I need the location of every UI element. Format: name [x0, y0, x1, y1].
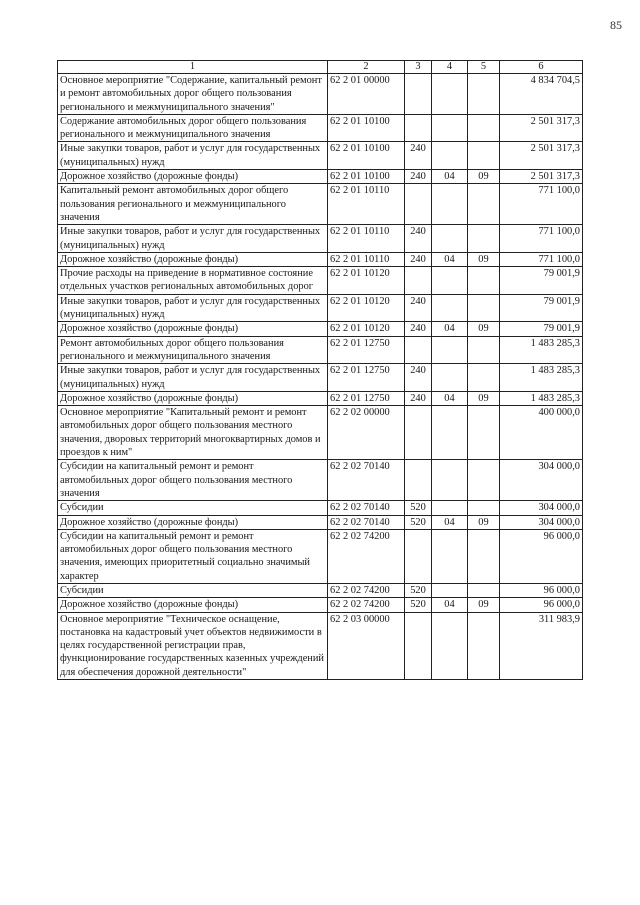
row-name-cell: Капитальный ремонт автомобильных дорог общего пользования регионального и межмуниципального значения — [58, 184, 328, 225]
table-row — [58, 294, 583, 322]
row-name-cell: Основное мероприятие "Содержание, капитальный ремонт и ремонт автомобильных дорог общего пользования регионального и межмуниципального значения" — [58, 74, 328, 115]
row-section-cell — [432, 529, 468, 583]
row-amount-cell: 771 100,0 — [500, 252, 583, 266]
table-row — [58, 583, 583, 597]
row-expense-type-cell: 240 — [405, 294, 432, 322]
row-section-cell: 04 — [432, 252, 468, 266]
row-amount-cell: 304 000,0 — [500, 460, 583, 501]
row-code-cell: 62 2 01 10100 — [328, 114, 405, 142]
row-code-cell: 62 2 01 10120 — [328, 267, 405, 295]
row-subsection-cell: 09 — [468, 598, 500, 612]
table-row — [58, 170, 583, 184]
row-code-cell: 62 2 01 10100 — [328, 142, 405, 170]
row-name-cell: Иные закупки товаров, работ и услуг для государственных (муниципальных) нужд — [58, 225, 328, 253]
table-row — [58, 74, 583, 115]
row-subsection-cell — [468, 460, 500, 501]
row-subsection-cell: 09 — [468, 322, 500, 336]
row-name-cell: Субсидии — [58, 583, 328, 597]
row-subsection-cell — [468, 364, 500, 392]
row-section-cell — [432, 225, 468, 253]
row-subsection-cell — [468, 225, 500, 253]
row-expense-type-cell: 520 — [405, 515, 432, 529]
row-name-cell: Дорожное хозяйство (дорожные фонды) — [58, 170, 328, 184]
row-amount-cell: 2 501 317,3 — [500, 170, 583, 184]
row-section-cell — [432, 142, 468, 170]
table-row — [58, 406, 583, 460]
row-code-cell: 62 2 02 70140 — [328, 460, 405, 501]
row-section-cell: 04 — [432, 391, 468, 405]
row-code-cell: 62 2 01 12750 — [328, 364, 405, 392]
row-section-cell — [432, 460, 468, 501]
row-section-cell — [432, 267, 468, 295]
row-subsection-cell — [468, 336, 500, 364]
row-amount-cell: 2 501 317,3 — [500, 114, 583, 142]
row-amount-cell: 1 483 285,3 — [500, 336, 583, 364]
row-name-cell: Иные закупки товаров, работ и услуг для государственных (муниципальных) нужд — [58, 364, 328, 392]
row-code-cell: 62 2 01 12750 — [328, 336, 405, 364]
row-code-cell: 62 2 01 10110 — [328, 225, 405, 253]
row-expense-type-cell — [405, 336, 432, 364]
row-amount-cell: 2 501 317,3 — [500, 142, 583, 170]
row-expense-type-cell: 240 — [405, 142, 432, 170]
table-body — [58, 74, 583, 680]
row-expense-type-cell: 520 — [405, 583, 432, 597]
row-code-cell: 62 2 01 10110 — [328, 252, 405, 266]
table-row — [58, 336, 583, 364]
row-amount-cell: 96 000,0 — [500, 598, 583, 612]
row-subsection-cell — [468, 142, 500, 170]
header-col-2: 2 — [328, 61, 405, 74]
row-expense-type-cell — [405, 267, 432, 295]
row-expense-type-cell: 240 — [405, 170, 432, 184]
header-col-1: 1 — [58, 61, 328, 74]
row-expense-type-cell: 240 — [405, 391, 432, 405]
row-code-cell: 62 2 01 10120 — [328, 294, 405, 322]
row-subsection-cell — [468, 74, 500, 115]
table-row — [58, 252, 583, 266]
row-subsection-cell — [468, 583, 500, 597]
table-row — [58, 460, 583, 501]
row-subsection-cell: 09 — [468, 252, 500, 266]
header-row — [58, 61, 583, 74]
table-row — [58, 501, 583, 515]
row-code-cell: 62 2 01 12750 — [328, 391, 405, 405]
row-section-cell: 04 — [432, 170, 468, 184]
row-section-cell — [432, 406, 468, 460]
row-amount-cell: 771 100,0 — [500, 184, 583, 225]
row-name-cell: Основное мероприятие "Техническое оснащение, постановка на кадастровый учет объектов недвижимости в целях государственной регистрации прав, функционирование государственных казенных учреждений для обеспечения дорожной деятельности" — [58, 612, 328, 679]
row-subsection-cell: 09 — [468, 391, 500, 405]
row-expense-type-cell — [405, 406, 432, 460]
row-amount-cell: 79 001,9 — [500, 322, 583, 336]
row-amount-cell: 1 483 285,3 — [500, 391, 583, 405]
row-expense-type-cell: 240 — [405, 364, 432, 392]
row-amount-cell: 311 983,9 — [500, 612, 583, 679]
row-name-cell: Иные закупки товаров, работ и услуг для государственных (муниципальных) нужд — [58, 142, 328, 170]
row-section-cell: 04 — [432, 598, 468, 612]
row-amount-cell: 304 000,0 — [500, 515, 583, 529]
row-section-cell: 04 — [432, 322, 468, 336]
row-name-cell: Субсидии на капитальный ремонт и ремонт автомобильных дорог общего пользования местного значения — [58, 460, 328, 501]
row-section-cell: 04 — [432, 515, 468, 529]
header-col-5: 5 — [468, 61, 500, 74]
row-expense-type-cell — [405, 612, 432, 679]
row-code-cell: 62 2 02 74200 — [328, 583, 405, 597]
row-subsection-cell — [468, 184, 500, 225]
row-code-cell: 62 2 01 10120 — [328, 322, 405, 336]
row-expense-type-cell: 240 — [405, 252, 432, 266]
row-amount-cell: 400 000,0 — [500, 406, 583, 460]
row-amount-cell: 304 000,0 — [500, 501, 583, 515]
table-row — [58, 391, 583, 405]
row-subsection-cell: 09 — [468, 515, 500, 529]
row-subsection-cell — [468, 406, 500, 460]
row-amount-cell: 1 483 285,3 — [500, 364, 583, 392]
row-code-cell: 62 2 02 70140 — [328, 515, 405, 529]
table-row — [58, 515, 583, 529]
row-expense-type-cell — [405, 114, 432, 142]
row-section-cell — [432, 501, 468, 515]
table-header — [58, 61, 583, 74]
row-expense-type-cell — [405, 74, 432, 115]
header-col-6: 6 — [500, 61, 583, 74]
table-row — [58, 364, 583, 392]
row-section-cell — [432, 294, 468, 322]
row-expense-type-cell: 240 — [405, 322, 432, 336]
row-name-cell: Дорожное хозяйство (дорожные фонды) — [58, 515, 328, 529]
row-code-cell: 62 2 01 10110 — [328, 184, 405, 225]
row-name-cell: Ремонт автомобильных дорог общего пользования регионального и межмуниципального значения — [58, 336, 328, 364]
row-expense-type-cell — [405, 460, 432, 501]
row-name-cell: Субсидии — [58, 501, 328, 515]
table-row — [58, 529, 583, 583]
row-code-cell: 62 2 01 10100 — [328, 170, 405, 184]
budget-table — [57, 60, 583, 680]
row-section-cell — [432, 74, 468, 115]
row-subsection-cell — [468, 612, 500, 679]
row-amount-cell: 79 001,9 — [500, 294, 583, 322]
row-section-cell — [432, 184, 468, 225]
row-name-cell: Дорожное хозяйство (дорожные фонды) — [58, 598, 328, 612]
table-row — [58, 322, 583, 336]
row-amount-cell: 771 100,0 — [500, 225, 583, 253]
row-amount-cell: 79 001,9 — [500, 267, 583, 295]
row-expense-type-cell — [405, 529, 432, 583]
row-section-cell — [432, 336, 468, 364]
row-name-cell: Субсидии на капитальный ремонт и ремонт автомобильных дорог общего пользования местного значения, имеющих приоритетный социально значимый характер — [58, 529, 328, 583]
table-row — [58, 267, 583, 295]
row-code-cell: 62 2 01 00000 — [328, 74, 405, 115]
row-subsection-cell — [468, 114, 500, 142]
row-name-cell: Дорожное хозяйство (дорожные фонды) — [58, 252, 328, 266]
table-row — [58, 142, 583, 170]
row-amount-cell: 96 000,0 — [500, 529, 583, 583]
row-code-cell: 62 2 02 00000 — [328, 406, 405, 460]
row-expense-type-cell: 520 — [405, 501, 432, 515]
table-row — [58, 184, 583, 225]
row-name-cell: Дорожное хозяйство (дорожные фонды) — [58, 391, 328, 405]
table-row — [58, 598, 583, 612]
row-section-cell — [432, 612, 468, 679]
row-amount-cell: 4 834 704,5 — [500, 74, 583, 115]
row-name-cell: Иные закупки товаров, работ и услуг для государственных (муниципальных) нужд — [58, 294, 328, 322]
row-section-cell — [432, 583, 468, 597]
header-col-3: 3 — [405, 61, 432, 74]
row-subsection-cell — [468, 501, 500, 515]
header-col-4: 4 — [432, 61, 468, 74]
row-name-cell: Прочие расходы на приведение в нормативное состояние отдельных участков региональных автомобильных дорог — [58, 267, 328, 295]
table-row — [58, 612, 583, 679]
row-section-cell — [432, 114, 468, 142]
row-code-cell: 62 2 02 74200 — [328, 598, 405, 612]
row-amount-cell: 96 000,0 — [500, 583, 583, 597]
row-subsection-cell — [468, 267, 500, 295]
row-subsection-cell — [468, 294, 500, 322]
row-subsection-cell — [468, 529, 500, 583]
row-code-cell: 62 2 02 74200 — [328, 529, 405, 583]
table-row — [58, 114, 583, 142]
row-expense-type-cell — [405, 184, 432, 225]
row-section-cell — [432, 364, 468, 392]
row-expense-type-cell: 240 — [405, 225, 432, 253]
row-code-cell: 62 2 03 00000 — [328, 612, 405, 679]
page-number: 85 — [610, 18, 622, 32]
table-row — [58, 225, 583, 253]
row-name-cell: Содержание автомобильных дорог общего пользования регионального и межмуниципального значения — [58, 114, 328, 142]
row-expense-type-cell: 520 — [405, 598, 432, 612]
row-name-cell: Основное мероприятие "Капитальный ремонт и ремонт автомобильных дорог общего пользования местного значения, дворовых территорий многоквартирных домов и проездов к ним" — [58, 406, 328, 460]
row-subsection-cell: 09 — [468, 170, 500, 184]
row-code-cell: 62 2 02 70140 — [328, 501, 405, 515]
row-name-cell: Дорожное хозяйство (дорожные фонды) — [58, 322, 328, 336]
